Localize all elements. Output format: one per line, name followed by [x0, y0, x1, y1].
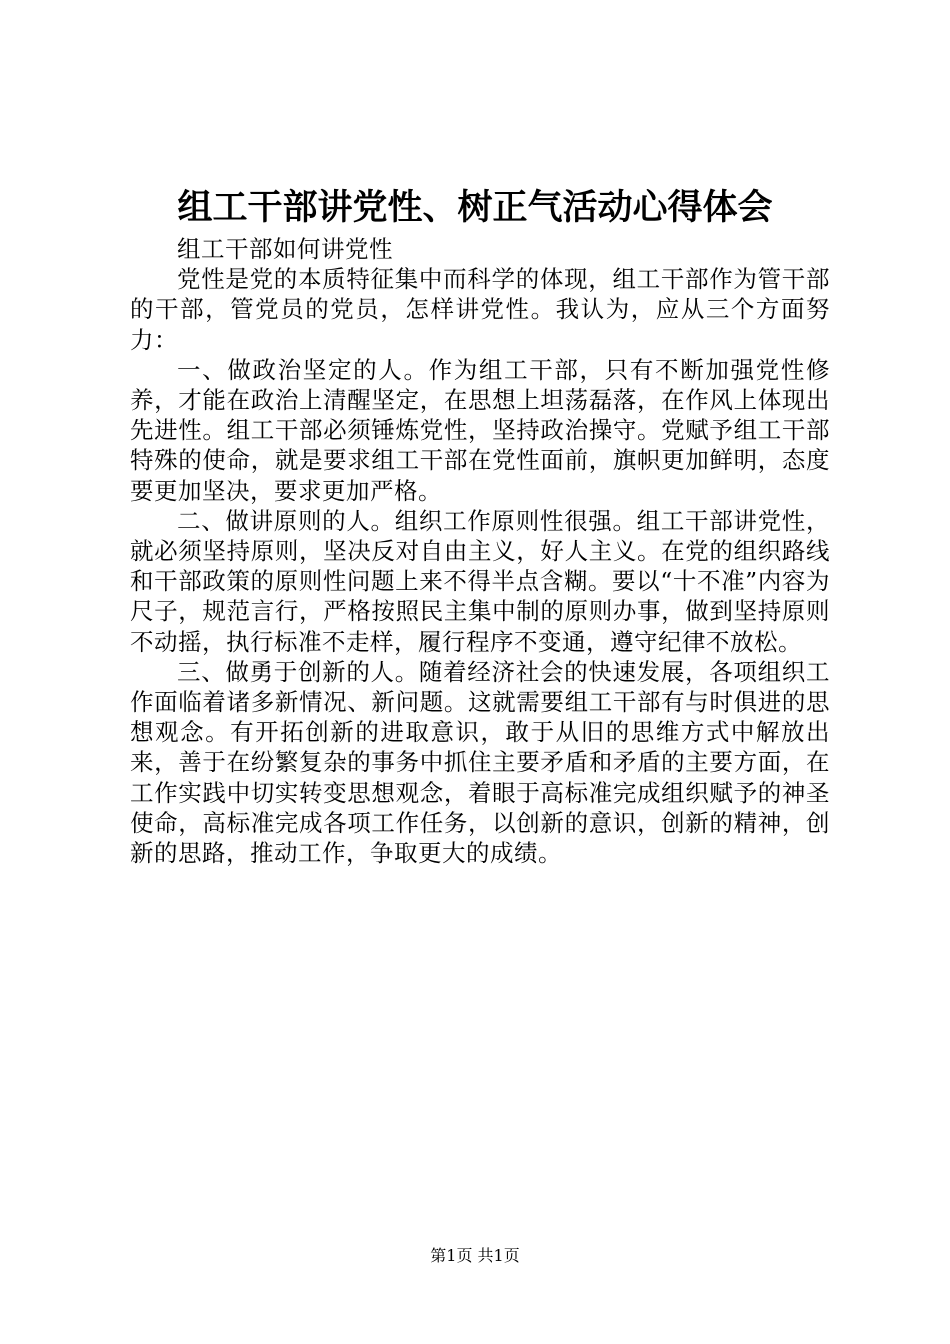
paragraph-point-one: 一、做政治坚定的人。作为组工干部，只有不断加强党性修养，才能在政治上清醒坚定，在思想上坦荡磊落，在作风上体现出先进性。组工干部必须锤炼党性，坚持政治操守。党赋予组工干部特殊的使命，就是要求组工干部在党性面前，旗帜更加鲜明，态度要更加坚决，要求更加严格。 [130, 355, 830, 505]
document-body [130, 234, 830, 868]
paragraph-point-three: 三、做勇于创新的人。随着经济社会的快速发展，各项组织工作面临着诸多新情况、新问题。这就需要组工干部有与时俱进的思想观念。有开拓创新的进取意识，敢于从旧的思维方式中解放出来，善于在纷繁复杂的事务中抓住主要矛盾和矛盾的主要方面，在工作实践中切实转变思想观念，着眼于高标准完成组织赋予的神圣使命，高标准完成各项工作任务，以创新的意识，创新的精神，创新的思路，推动工作，争取更大的成绩。 [130, 657, 830, 868]
document-title: 组工干部讲党性、树正气活动心得体会 [177, 187, 773, 228]
page-number-label: 第1页 共1页 [430, 1246, 520, 1265]
paragraph-intro: 党性是党的本质特征集中而科学的体现，组工干部作为管干部的干部，管党员的党员，怎样讲党性。我认为，应从三个方面努力： [130, 265, 830, 354]
page-footer [0, 1244, 950, 1268]
paragraph-point-two: 二、做讲原则的人。组织工作原则性很强。组工干部讲党性，就必须坚持原则，坚决反对自由主义，好人主义。在党的组织路线和干部政策的原则性问题上来不得半点含糊。要以“十不准”内容为尺子，规范言行，严格按照民主集中制的原则办事，做到坚持原则不动摇，执行标准不走样，履行程序不变通，遵守纪律不放松。 [130, 506, 830, 656]
paragraph-subheading: 组工干部如何讲党性 [177, 235, 393, 263]
